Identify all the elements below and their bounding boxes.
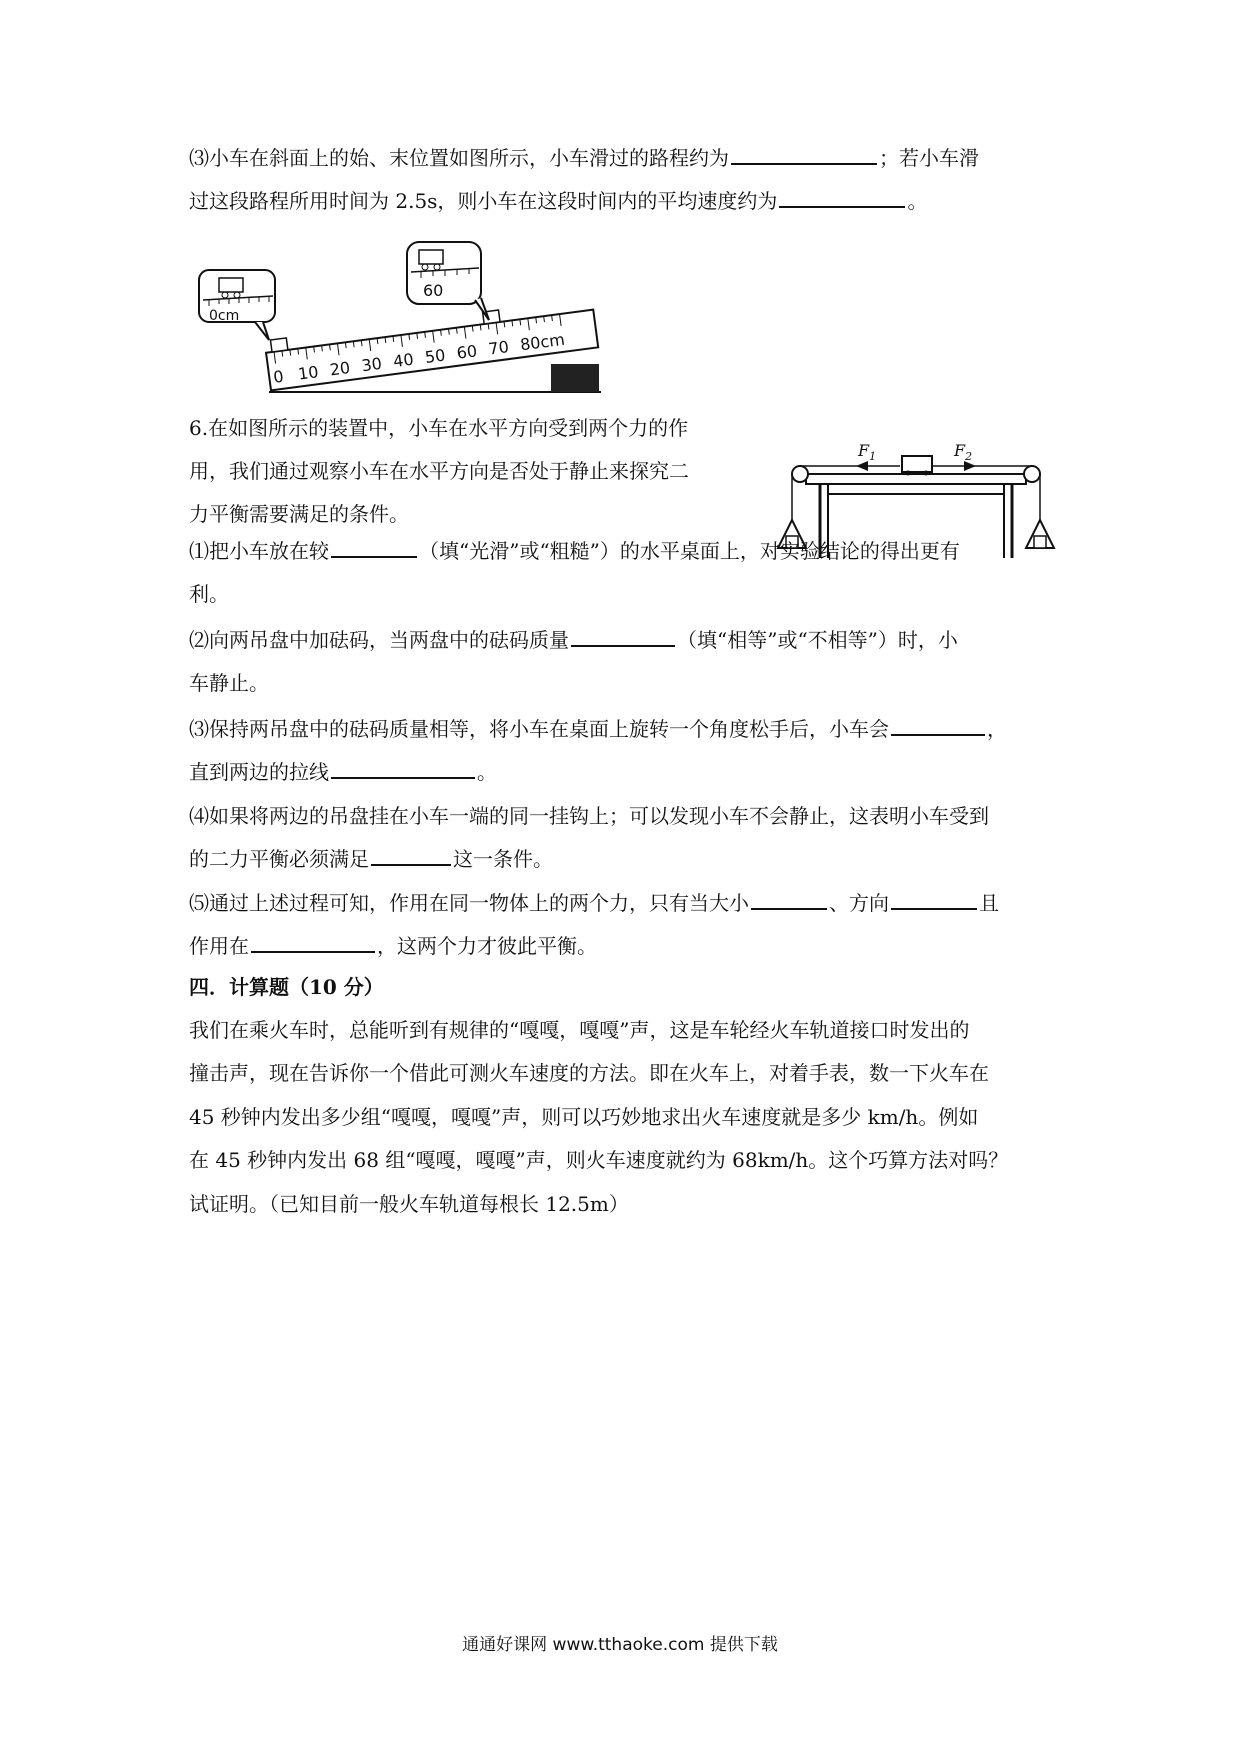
answer-blank[interactable] [331,536,417,558]
ruler-tick-label: 60 [455,341,479,363]
answer-blank[interactable] [751,888,827,910]
section4-line1: 我们在乘火车时，总能听到有规律的“嘎嘎，嘎嘎”声，这是车轮经火车轨道接口时发出的 [189,1018,970,1042]
q6-part1-line1: ⑴把小车放在较 （填“光滑”或“粗糙”）的水平桌面上，对实验结论的得出更有 [189,527,1059,576]
answer-blank[interactable] [331,757,475,779]
q6-intro-line3: 力平衡需要满足的条件。 [189,502,409,526]
force-label-f1: $F_1$ [858,441,877,463]
cart [902,456,932,472]
svg-text:60: 60 [423,281,444,300]
answer-blank[interactable] [251,931,375,953]
cart-start [270,338,287,352]
q6-intro-line1: 6.在如图所示的装置中，小车在水平方向受到两个力的作 [189,416,689,440]
q5-3-line1: ⑶小车在斜面上的始、末位置如图所示，小车滑过的路程约为 ；若小车滑 [189,134,1059,183]
force-label-f2: $F_2$ [954,441,973,463]
q6-part4-line1: ⑷如果将两边的吊盘挂在小车一端的同一挂钩上；可以发现小车不会静止，这表明小车受到 [189,804,989,828]
page-footer: 通通好课网 www.tthaoke.com 提供下载 [462,1635,778,1655]
q5-3-line2: 过这段路程所用时间为 2.5s，则小车在这段时间内的平均速度约为 。 [189,177,1059,226]
q6-part5-line1: ⑸通过上述过程可知，作用在同一物体上的两个力，只有当大小 、方向 且 [189,879,1059,928]
table-top [806,474,1026,484]
q6-part2-line2: 车静止。 [189,671,269,695]
ruler-tick-label: 20 [328,357,352,380]
section4-line2: 撞击声，现在告诉你一个借此可测火车速度的方法。即在火车上，对着手表，数一下火车在 [189,1061,989,1085]
support-block [551,364,599,392]
q6-part2-line1: ⑵向两吊盘中加砝码，当两盘中的砝码质量 （填“相等”或“不相等”）时，小 [189,616,1059,665]
section4-heading: 四．计算题（10 分） [189,975,384,999]
q6-part3-line1: ⑶保持两吊盘中的砝码质量相等，将小车在桌面上旋转一个角度松手后，小车会 ， [189,705,1059,754]
callout-start [199,270,275,340]
ruler-tick-label: 40 [392,349,415,372]
answer-blank[interactable] [371,844,451,866]
q6-part4-line2: 的二力平衡必须满足 这一条件。 [189,835,1059,884]
q6-part5-line2: 作用在 ，这两个力才彼此平衡。 [189,922,1059,971]
ruler-tick-label: 70 [487,337,510,359]
q6-part3-line2: 直到两边的拉线 。 [189,748,1059,797]
q6-part1-line2: 利。 [189,582,229,606]
q6-intro-line2: 用，我们通过观察小车在水平方向是否处于静止来探究二 [189,459,689,483]
answer-blank[interactable] [731,143,877,165]
section4-line5: 试证明。（已知目前一般火车轨道每根长 12.5m） [189,1192,629,1216]
answer-blank[interactable] [571,625,675,647]
ruler-tick-label: 0 [272,366,285,387]
answer-blank[interactable] [779,186,905,208]
svg-text:0cm: 0cm [209,308,240,324]
answer-blank[interactable] [891,888,977,910]
callout-end [407,242,489,320]
ruler-tick-label: 80cm [518,329,566,355]
pulley-left [792,466,808,482]
ramp-ruler-figure [189,240,609,405]
section4-line3: 45 秒钟内发出多少组“嘎嘎，嘎嘎”声，则可以巧妙地求出火车速度就是多少 km/h。例如 [189,1105,979,1129]
ruler-tick-label: 30 [360,353,384,376]
ruler-tick-label: 10 [296,362,320,384]
section4-line4: 在 45 秒钟内发出 68 组“嘎嘎，嘎嘎”声，则火车速度就约为 68km/h。这个巧算方法对吗？ [189,1148,1009,1172]
answer-blank[interactable] [891,714,985,736]
pulley-right [1024,466,1040,482]
ruler-tick-label: 50 [423,345,447,367]
